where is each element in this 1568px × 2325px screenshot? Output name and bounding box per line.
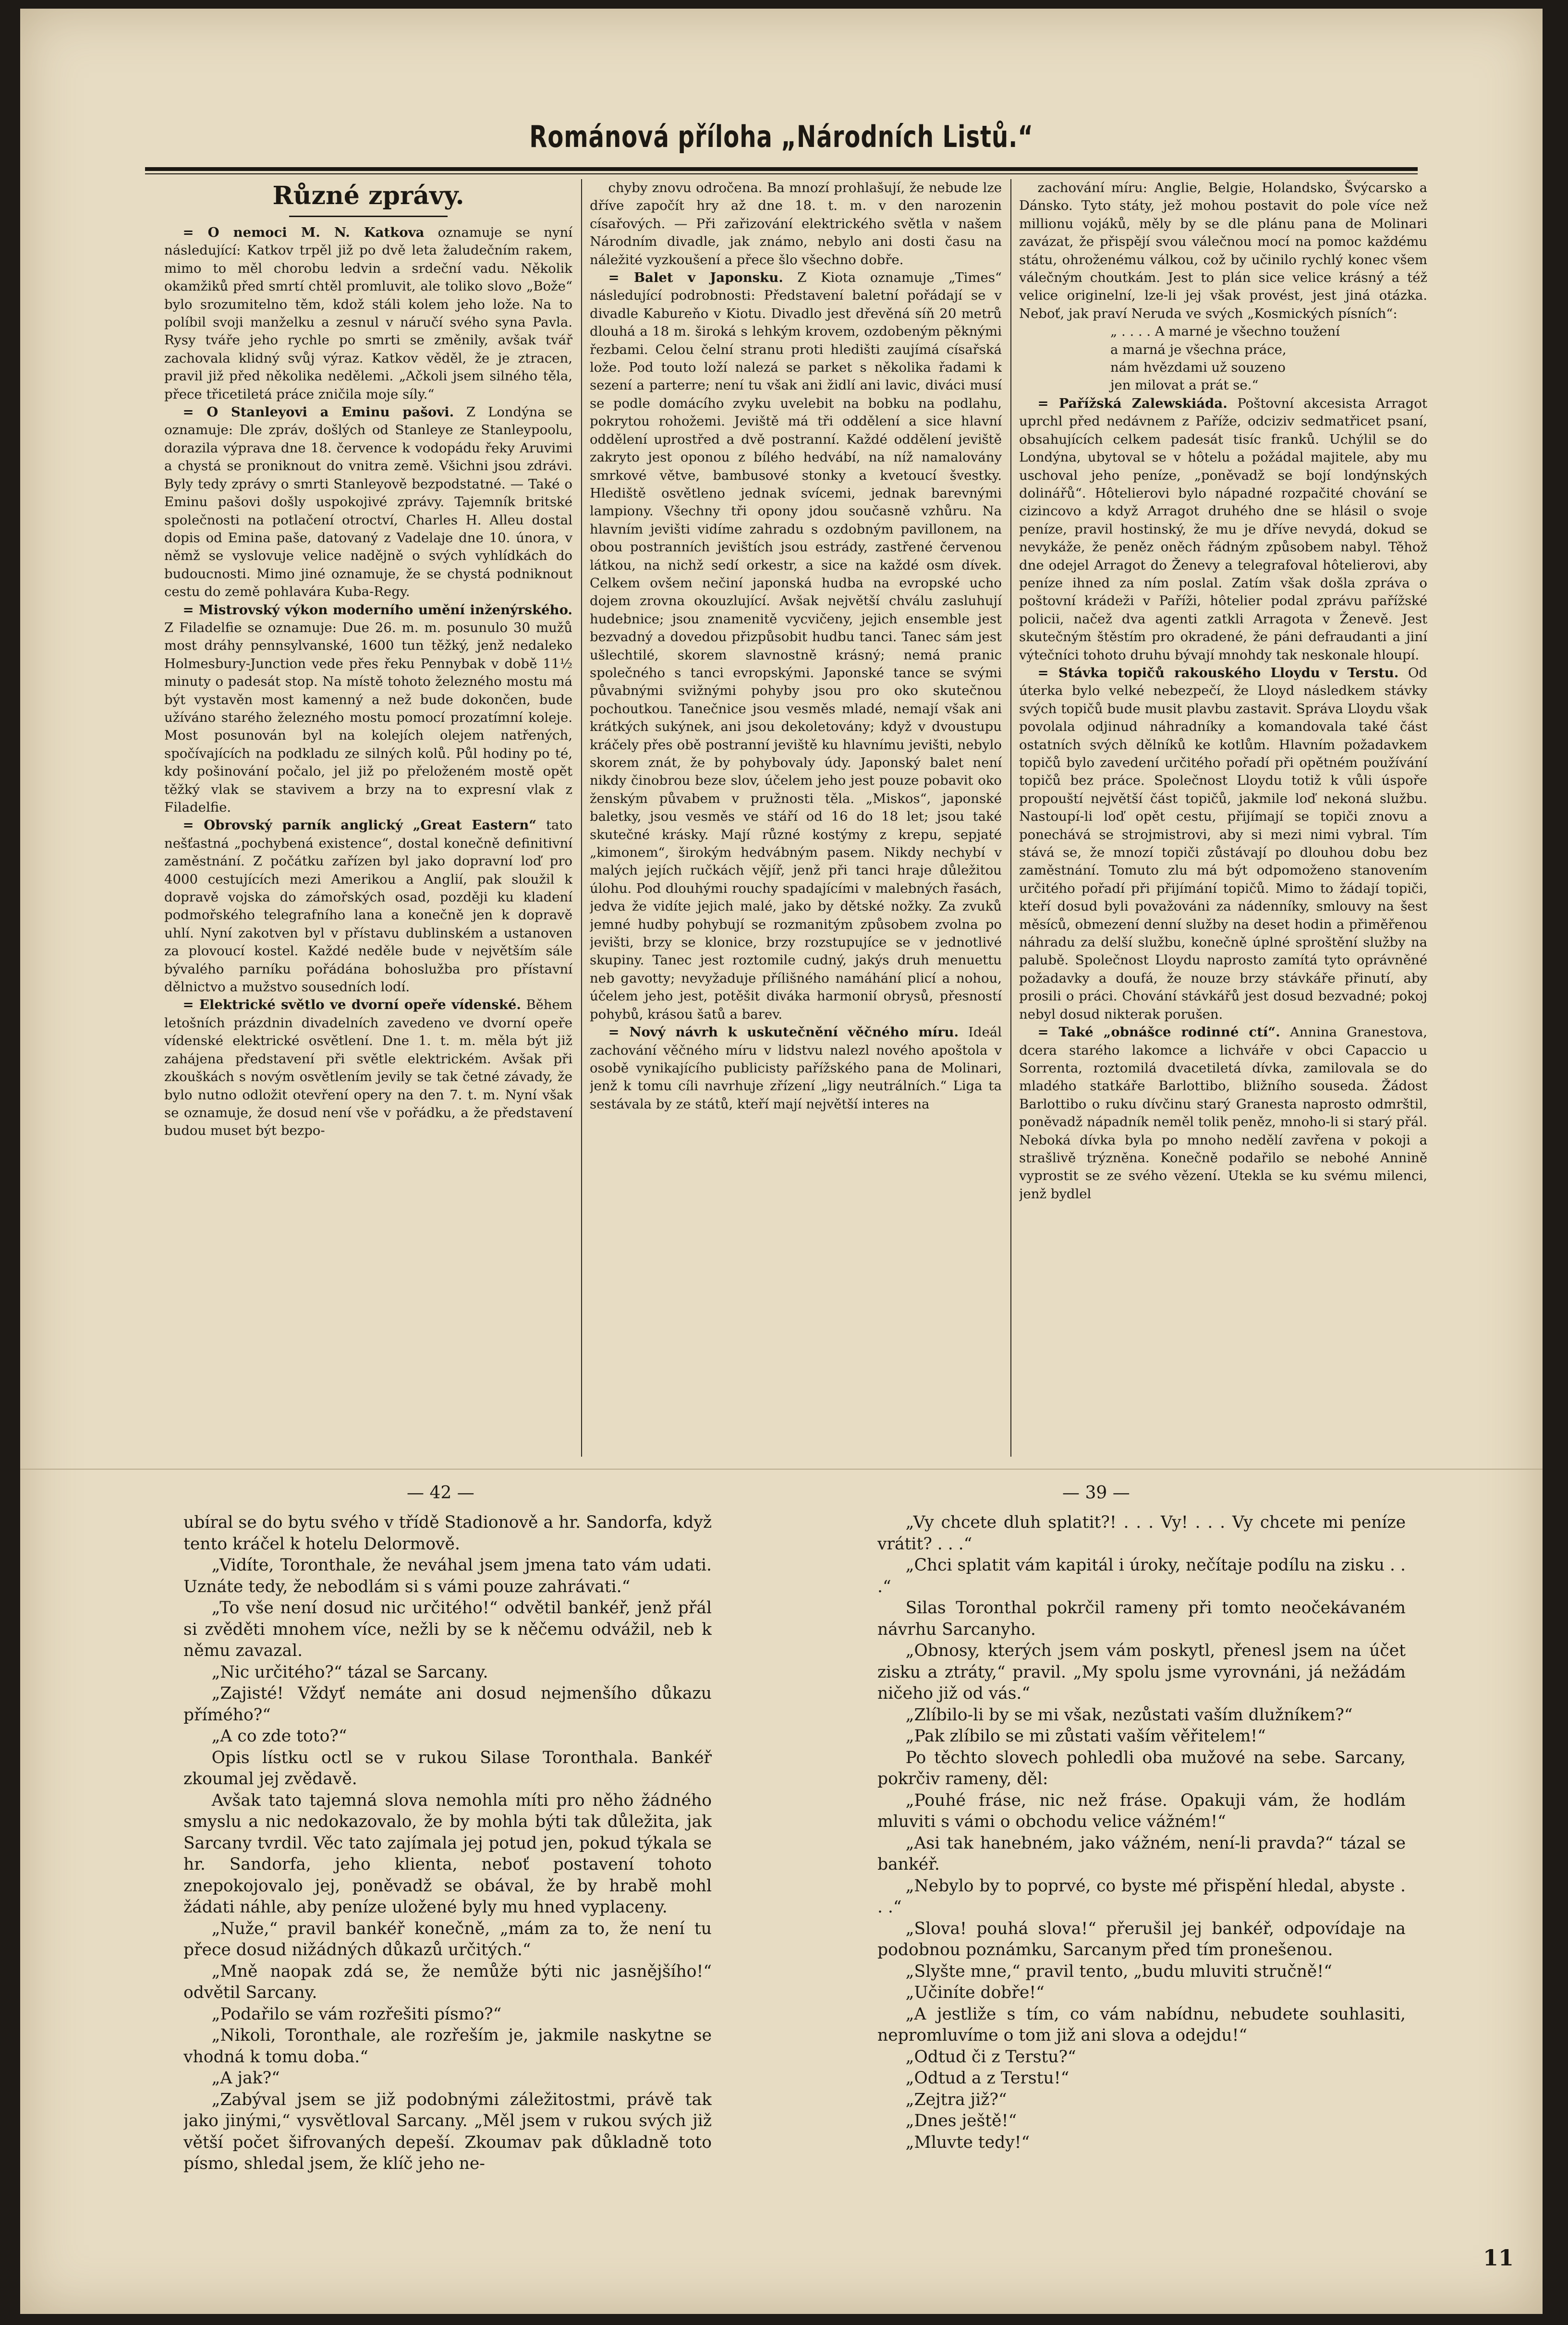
novel-paragraph: „A jestliže s tím, co vám nabídnu, nebudete souhlasiti, nepromluvíme o tom již ani slova a odejdu!“	[877, 2004, 1406, 2045]
news-item-heading: = Balet v Japonsku.	[608, 270, 783, 286]
column-3	[1019, 179, 1427, 1457]
news-item-text: Poštovní akcesista Arragot uprchl před nedávnem z Paříže, odciziv sedmatřicet psaní, obsahujících celkem padesát tisíc franků. Uchýlil se do Londýna, ubytoval se v hôtelu a požádal majitele, aby mu uschoval jeho peníze, „poněvadž se bojí londýnských dolinářů“. Hôtelierovi bylo nápadné rozpačité chování se cizincovo a když Arragot druhého dne se hlásil o svoje peníze, pravil hostinský, že mu je dříve nevydá, dokud se nevykáže, že peněz oněch řádným způsobem nabyl. Těhož dne odejel Arragot do Ženevy a telegrafoval hôtelierovi, aby peníze ihned za ním poslal. Zatím však došla zpráva o poštovní krádeži v Paříži, hôtelier podal zprávu pařížské policii, načež dva agenti zatkli Arragota v Ženevě. Jest skutečným štěstím pro okradené, že páni defraudanti a jiní výtečníci tohoto druhu bývají mnohdy tak neskonale hloupí.	[1019, 395, 1427, 663]
novel-paragraph: „Nikoli, Toronthale, ale rozřeším je, jakmile naskytne se vhodná k tomu doba.“	[183, 2026, 712, 2067]
lower-right-text	[877, 1512, 1406, 2261]
news-item-text: oznamuje se nyní následující: Katkov trpěl již po dvě leta žaludečním rakem, mimo to měl chorobu ledvin a srdeční vadu. Několik okamžiků před smrtí chtěl promluvit, ale toliko slovo „Bože“ bylo srozumitelno těm, kdož stáli kolem jeho lože. Na to políbil svoji manželku a zesnul v náručí svého syna Pavla. Rysy tváře jeho rychle po smrti se změnily, avšak tvář zachovala klidný svůj výraz. Katkov věděl, že je ztracen, pravil již před několika nedělemi. „Ačkoli jsem silného těla, přece třicetiletá práce zničila moje síly.“	[164, 225, 572, 402]
novel-paragraph: Avšak tato tajemná slova nemohla míti pro něho žádného smyslu a nic nedokazovalo, že by mohla býti tak důležita, jak Sarcany tvrdil. Věc tato zajímala jej potud jen, pokud týkala se hr. Sandorfa, jeho klienta, neboť postavení tohoto znepokojovalo jej, poněvadž se obával, že by hrabě mohl žádati náhle, aby peníze uložené byly mu hned vyplaceny.	[183, 1790, 712, 1917]
novel-paragraph: „Obnosy, kterých jsem vám poskytl, přenesl jsem na účet zisku a ztráty,“ pravil. „My spolu jsme vyrovnáni, já nežádám ničeho již od vás.“	[877, 1641, 1406, 1703]
novel-paragraph: Po těchto slovech pohledli oba mužové na sebe. Sarcany, pokrčiv rameny, děl:	[877, 1748, 1406, 1789]
novel-paragraph: „Nebylo by to poprvé, co byste mé přispění hledal, abyste . . .“	[877, 1876, 1406, 1917]
novel-paragraph: „Pouhé fráse, nic než fráse. Opakuji vám, že hodlám mluviti s vámi o obchodu velice vážném!“	[877, 1790, 1406, 1831]
novel-paragraph: „Chci splatit vám kapitál i úroky, nečítaje podílu na zisku . . .“	[877, 1556, 1406, 1596]
news-item	[164, 601, 572, 817]
novel-paragraph: „Nuže,“ pravil bankéř konečně, „mám za to, že není tu přece dosud nižádných důkazů určitých.“	[183, 1919, 712, 1960]
column-1	[164, 179, 572, 1457]
fold-line	[20, 1469, 1543, 1470]
news-item-text: tato nešťastná „pochybená existence“, dostal konečně definitivní zaměstnání. Z počátku zařízen byl jako dopravní loď pro 4000 cestujících mezi Amerikou a Anglií, pak sloužil k dopravě vojska do zámořských osad, později ku kladení podmořského telegrafního lana a konečně jen k dopravě uhlí. Nyní zakotven byl v přístavu dublinském a ustanoven za plovoucí kostel. Každé neděle bude v největším sále bývalého parníku pořádána bohoslužba pro přístavní dělnictvo a mužstvo sousedních lodí.	[164, 817, 572, 995]
news-item-text: Z Filadelfie se oznamuje: Due 26. m. m. posunulo 30 mužů most dráhy pennsylvanské, 1600 tun těžký, jenž nedaleko Holmesbury-Junction vede přes řeku Pennybak v době 11½ minuty o padesát stop. Na místě tohoto železného mostu má být vystavěn most kamenný a než bude dokončen, bude užíváno starého železného mostu pomocí prozatímní koleje. Most posunován byl na kolejích olejem natřených, spočívajících na podkladu ze silných kolů. Půl hodiny po té, kdy pošinování počalo, jel již po přeloženém mostě opět těžký vlak se stavivem a brzy na to expresní vlak z Filadelfie.	[164, 620, 572, 815]
news-item-heading: = O nemoci M. N. Katkova	[182, 225, 425, 240]
news-item-text: Během letošních prázdnin divadelních zavedeno ve dvorní opeře vídenské elektrické osvětlení. Dne 1. t. m. měla být již zahájena představení při světle elektrickém. Avšak při zkouškách s novým osvětlením jevily se tak četné závady, že bylo nutno odložit otevření opery na den 7. t. m. Nyní však se oznamuje, že dosud není vše v pořádku, a že představení budou muset být bezpo-	[164, 997, 572, 1139]
news-item-heading: = Také „obnášce rodinné ctí“.	[1037, 1024, 1280, 1040]
news-item	[164, 816, 572, 996]
novel-paragraph: „Učiníte dobře!“	[905, 1983, 1045, 2002]
news-item-text: Od úterka bylo velké nebezpečí, že Lloyd následkem stávky svých topičů bude musit plavbu zastavit. Správa Lloydu však povolala odjinud náhradníky a komandovala také část ostatních svých dělníků ke kotlům. Hlavním požadavkem topičů bylo zavedení určitého pořadí při opětném používání topičů bez práce. Společnost Lloydu totiž k vůli úspoře propouští největší část topičů, jakmile loď nekoná službu. Nastoupí-li loď opět cestu, přijímají se topiči znovu a ponechává se strojmistrovi, aby si mezi nimi vybral. Tím stává se, že mnozí topiči zůstávají po dlouhou dobu bez zaměstnání. Tomuto zlu má být odpomoženo stanovením určitého pořadí při přijímání topičů. Mimo to žádají topiči, kteří dosud byli považováni za nádenníky, smlouvy na šest měsíců, obmezení denní služby na deset hodin a přiměřenou náhradu za delší službu, konečně úplné sproštění služby na palubě. Společnost Lloydu naprosto zamítá tyto oprávněné požadavky a doufá, že nouze brzy stávkáře přinutí, aby prosili o práci. Chování stávkářů jest dosud bezvadné; pokoj nebyl dosud nikterak porušen.	[1019, 665, 1427, 1022]
novel-paragraph: „Mně naopak zdá se, že nemůže býti nic jasnějšího!“ odvětil Sarcany.	[183, 1961, 712, 2002]
news-item-text: jen milovat a prát se.“	[1110, 377, 1259, 393]
news-item	[164, 224, 572, 403]
news-item-text: Annina Granestova, dcera starého lakomce a lichváře v obci Capaccio u Sorrenta, roztomilá dvacetiletá dívka, zamilovala se do mladého statkáře Barlottibo, bližního souseda. Žádost Barlottibo o ruku dívčinu starý Granesta naprosto odmrštil, poněvadž nápadník neměl tolik peněz, mnoho-li si starý přál. Neboká dívka byla po mnoho nedělí zavřena v pokoji a strašlivě trýzněna. Konečně podařilo se nebohé Annině vyprostit se ze svého vězení. Utekla se ku svému milenci, jenž bydlel	[1019, 1024, 1427, 1202]
column-divider-2	[1010, 179, 1011, 1457]
news-item	[164, 403, 572, 601]
novel-paragraph: Opis lístku octl se v rukou Silase Toronthala. Bankéř zkoumal jej zvědavě.	[183, 1748, 712, 1789]
news-item	[590, 1023, 1002, 1113]
news-item-text: a marná je všechna práce,	[1110, 341, 1287, 357]
news-item-heading: = Obrovský parník anglický „Great Eastern“	[182, 817, 537, 833]
news-item-text: zachování míru: Anglie, Belgie, Holandsko, Švýcarsko a Dánsko. Tyto státy, jež mohou postavit do pole více než millionu vojáků, měly by se dle plánu pana de Molinari zavázat, že přispějí svou válečnou mocí na pomoc každému státu, ohroženému válkou, což by učinilo rychlý konec všem válečným choutkám. Jest to plán sice velice krásný a též velice originelní, lze-li jej však provést, jest jiná otázka. Neboť, jak praví Neruda ve svých „Kosmických písních“:	[1019, 180, 1427, 321]
news-item-text: Z Kiota oznamuje „Times“ následující podrobnosti: Představení baletní pořádají se v divadle Kabureňo v Kiotu. Divadlo jest dřevěná síň 20 metrů dlouhá a 18 m. široká s lehkým krovem, ozdobeným pěknými řezbami. Celou čelní stranu proti hledišti zaujímá císařská lože. Pod touto loží nalezá se parket s několika řadami k sezení a parterre; není tu však ani židlí ani lavic, diváci musí se podle domácího zvyku uvelebit na bobku na podlahu, pokrytou rohožemi. Jeviště má tři oddělení a sice hlavní oddělení uprostřed a dvě postranní. Každé oddělení jeviště zakryto jest oponou z bílého hedvábí, na níž namalovány smrkové větve, bambusové stonky a kvetoucí švestky. Hlediště osvětleno jednak svícemi, jednak barevnými lampiony. Všechny tři opony jdou současně vzhůru. Na hlavním jevišti vidíme zahradu s ozdobným pavillonem, na obou postranních jevištích jsou estrády, zastřené červenou látkou, na nichž sedí orkestr, a sice na každé osm dívek. Celkem ovšem nečiní japonská hudba na evropské ucho dojem zrovna okouzlující. Avšak největší chválu zasluhují hudebnice; jsou znamenitě vycvičeny, jejich ensemble jest bezvadný a dovedou přizpůsobit hudbu tanci. Tanec sám jest ušlechtilé, skorem slavnostně krásný; nemá pranic společného s tanci evropskými. Japonské tance se svými půvabnými svižnými pohyby jsou pro oko skutečnou pochoutkou. Tanečnice jsou vesměs mladé, nemají však ani krátkých sukýnek, ani jsou dekoletovány; když v dvoustupu kráčely přes obě postranní jeviště ku hlavnímu jevišti, nebylo skorem znát, že by pohybovaly údy. Japonský balet není nikdy činobrou beze slov, účelem jeho jest pouze pobavit oko ženským půvabem v pružnosti těla. „Miskos“, japonské baletky, jsou vesměs ve stáří od 16 do 18 let; jsou také skutečné krásky. Mají různé kostýmy z krepu, sepjaté „kimonem“, širokým hedvábným pasem. Nikdy nechybí v malých jejích ručkách vějíř, jenž při tanci hraje důležitou úlohu. Pod dlouhými rouchy spadajícími v malebných řasách, jedva že vidíte jejich malé, jako by dětské nožky. Za zvuků jemné hudby pohybují se rozmanitým způsobem zvolna po jevišti, brzy se klonice, brzy rozstupujíce se v jednotlivé skupiny. Tanec jest roztomile cudný, jakýs druh menuettu neb gavotty; nevyžaduje přílišného namáhání plicí a nohou, účelem jeho jest, potěšit diváka harmonií obrysů, přesností pohybů, krásou šatů a barev.	[590, 270, 1002, 1022]
section-title: Různé zprávy.	[272, 181, 464, 210]
novel-paragraph: ubíral se do bytu svého v třídě Stadionově a hr. Sandorfa, když tento kráčel k hotelu Delormově.	[183, 1513, 712, 1554]
page-number-right: — 39 —	[1062, 1483, 1130, 1503]
news-item	[1019, 179, 1427, 323]
news-item-heading: = O Stanleyovi a Eminu pašovi.	[182, 404, 454, 420]
novel-paragraph: „Vy chcete dluh splatit?! . . . Vy! . . . Vy chcete mi peníze vrátit? . . .“	[877, 1513, 1406, 1554]
novel-paragraph: „Slova! pouhá slova!“ přerušil jej bankéř, odpovídaje na podobnou poznámku, Sarcanym před tím pronešenou.	[877, 1919, 1406, 1960]
column-divider-1	[581, 179, 582, 1457]
page-number-left: — 42 —	[407, 1483, 474, 1503]
novel-paragraph: Silas Toronthal pokrčil rameny při tomto neočekávaném návrhu Sarcanyho.	[877, 1598, 1406, 1639]
news-item-text: nám hvězdami už souzeno	[1110, 360, 1286, 376]
novel-paragraph: „Podařilo se vám rozřešiti písmo?“	[211, 2004, 502, 2024]
novel-paragraph: „Mluvte tedy!“	[905, 2132, 1030, 2152]
corner-mark: 11	[1483, 2245, 1514, 2271]
news-item	[1110, 359, 1427, 377]
novel-paragraph: „Vidíte, Toronthale, že neváhal jsem jmena tato vám udati. Uznáte tedy, že nebodlám si s vámi pouze zahrávati.“	[183, 1556, 712, 1596]
news-item-heading: = Elektrické světlo ve dvorní opeře vídenské.	[182, 997, 521, 1013]
page-header-title: Románová příloha „Národních Listů.“	[529, 119, 1033, 154]
novel-paragraph: „A jak?“	[211, 2069, 280, 2088]
news-item	[590, 269, 1002, 1023]
news-item	[164, 996, 572, 1140]
news-item-text: Z Londýna se oznamuje: Dle zpráv, došlých od Stanleye ze Stanleypoolu, dorazila výprava dne 18. července k vodopádu řeky Aruvimi a chystá se proniknout do vnitra země. Všichni jsou zdrávi. Byly tedy zprávy o smrti Stanleyově bezpodstatné. — Také o Eminu pašovi došly uspokojivé zprávy. Tajemník britské společnosti na potlačení otroctví, Charles H. Alleu dostal dopis od Emina paše, datovaný z Vadelaje dne 10. února, v němž se vyslovuje velice nadějně o svých vyhlídkách do budoucnosti. Mimo jiné oznamuje, že se chystá podniknout cestu do země pohlavára Kuba-Regy.	[164, 404, 572, 600]
news-item	[1019, 395, 1427, 664]
header-rule-thin	[145, 173, 1418, 174]
news-item-heading: = Mistrovský výkon moderního umění inženýrského.	[182, 602, 572, 618]
novel-paragraph: „Nic určitého?“ tázal se Sarcany.	[211, 1662, 488, 1682]
novel-paragraph: „Zlíbilo-li by se mi však, nezůstati vaším dlužníkem?“	[905, 1705, 1353, 1725]
header-rule-thick	[145, 167, 1418, 171]
news-item	[590, 179, 1002, 269]
novel-paragraph: „Odtud a z Terstu!“	[905, 2069, 1070, 2088]
lower-left-text	[183, 1512, 712, 2261]
novel-paragraph: „Zabýval jsem se již podobnými záležitostmi, právě tak jako jinými,“ vysvětloval Sarcany. „Měl jsem v rukou svých již větší počet šifrovaných depeší. Zkoumav pak důkladně toto písmo, shledal jsem, že klíč jeho ne-	[183, 2090, 712, 2173]
column-2	[590, 179, 1002, 1457]
news-item	[1110, 341, 1427, 359]
news-item-text: Ideál zachování věčného míru v lidstvu nalezl nového apoštola v osobě vynikajícího publicisty pařížského pana de Molinari, jenž k tomu cíli navrhuje zřízení „ligy neutrálních.“ Liga ta sestávala by ze států, kteří mají největší interes na	[590, 1024, 1002, 1112]
news-item	[1110, 323, 1427, 341]
novel-paragraph: „Dnes ještě!“	[905, 2111, 1017, 2130]
novel-paragraph: „Zajisté! Vždyť nemáte ani dosud nejmenšího důkazu přímého?“	[183, 1684, 712, 1725]
news-item	[1019, 1023, 1427, 1203]
novel-paragraph: „Asi tak hanebném, jako vážném, není-li pravda?“ tázal se bankéř.	[877, 1833, 1406, 1874]
novel-paragraph: „Slyšte mne,“ pravil tento, „budu mluviti stručně!“	[905, 1961, 1332, 1981]
news-item-heading: = Nový návrh k uskutečnění věčného míru.	[608, 1024, 959, 1040]
newspaper-page	[20, 9, 1543, 2314]
novel-paragraph: „Pak zlíbilo se mi zůstati vaším věřitelem!“	[905, 1727, 1266, 1746]
novel-paragraph: „To vše není dosud nic určitého!“ odvětil bankéř, jenž přál si zvěděti mnohem více, nežli by se k něčemu odvážil, neb k němu zavazal.	[183, 1598, 712, 1660]
novel-paragraph: „Odtud či z Terstu?“	[905, 2047, 1076, 2067]
news-item-heading: = Pařížská Zalewskiáda.	[1037, 395, 1228, 411]
news-item-text: chyby znovu odročena. Ba mnozí prohlašují, že nebude lze dříve započít hry až dne 18. t. m. v den narozenin císařových. — Při zařizování elektrického světla v našem Národním divadle, jak známo, nebylo ani dosti času na náležité vyzkoušení a přece šlo všechno dobře.	[590, 180, 1002, 268]
news-item	[1110, 377, 1427, 394]
news-item-heading: = Stávka topičů rakouského Lloydu v Terstu.	[1037, 665, 1399, 681]
novel-paragraph: „A co zde toto?“	[211, 1727, 347, 1746]
news-item-text: „ . . . . A marné je všechno toužení	[1110, 324, 1340, 340]
news-item	[1019, 664, 1427, 1023]
novel-paragraph: „Zejtra již?“	[905, 2090, 1007, 2109]
section-title-underline	[289, 216, 448, 217]
